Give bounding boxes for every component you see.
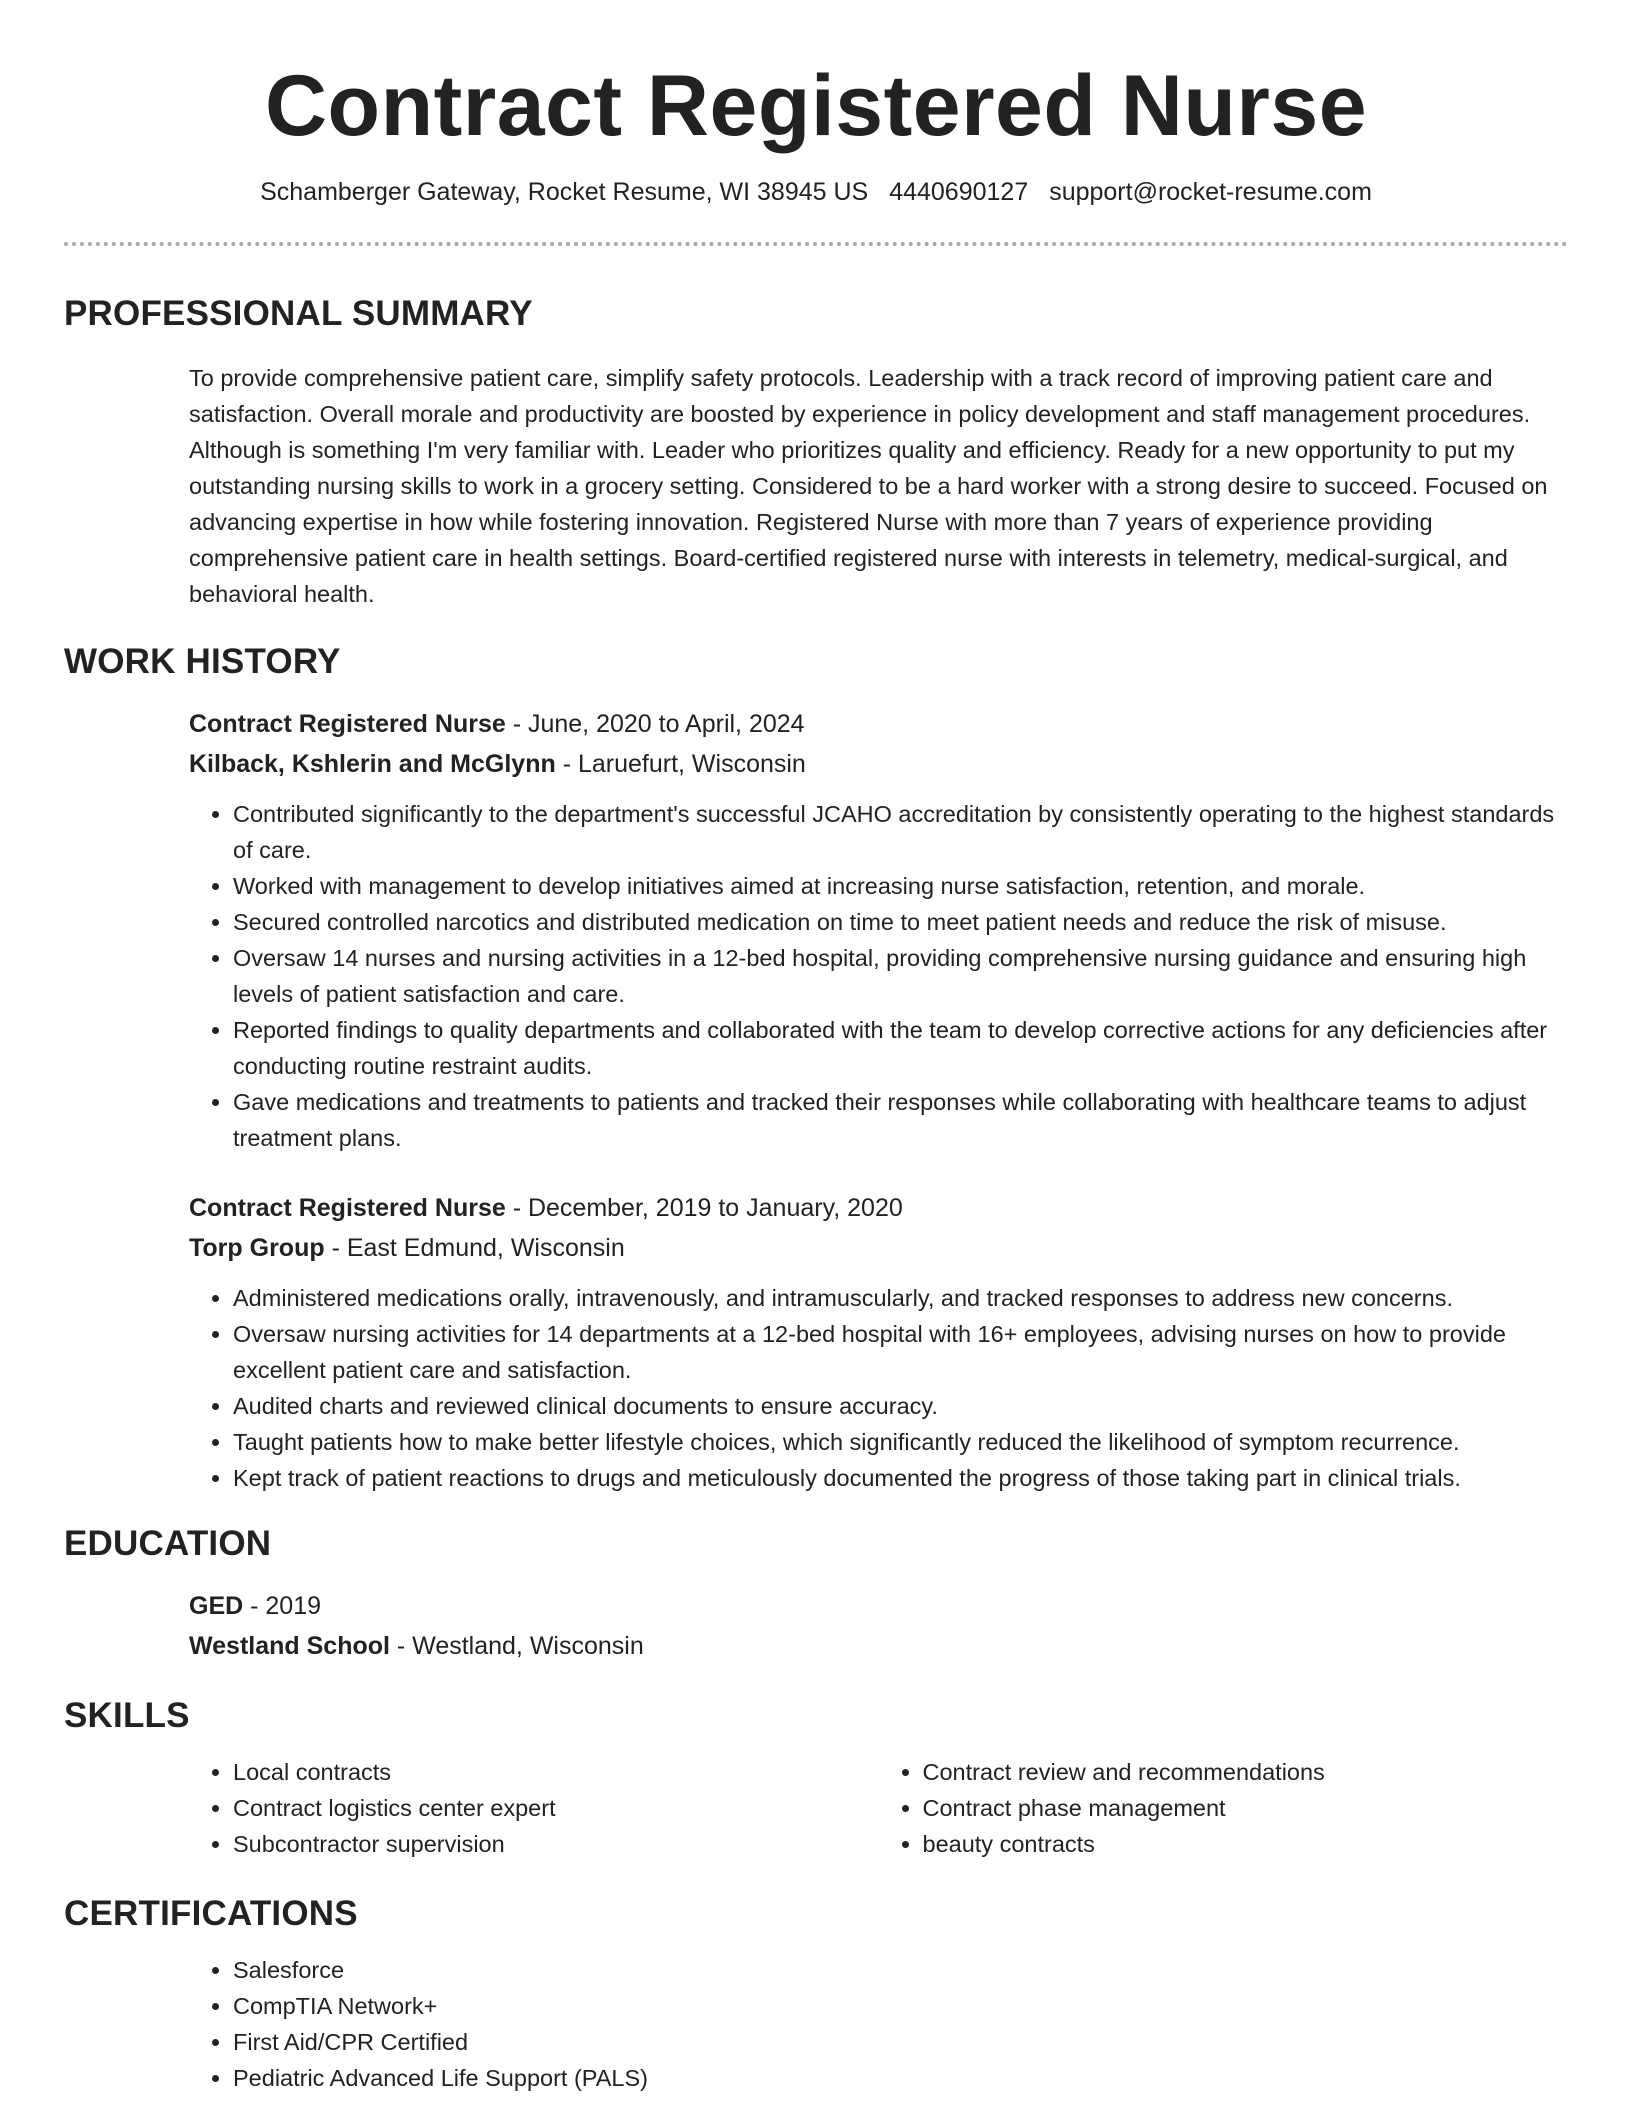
skills-heading: SKILLS xyxy=(64,1696,190,1735)
list-item: • Administered medications orally, intravenously, and intramuscularly, and tracked responses to address new concerns. xyxy=(233,1280,1568,1316)
job-location: - Laruefurt, Wisconsin xyxy=(555,750,806,778)
list-item: • Contract phase management xyxy=(923,1790,1569,1826)
certifications-list xyxy=(189,1952,1568,2096)
job-employer-line xyxy=(189,744,1568,784)
list-item: • Audited charts and reviewed clinical documents to ensure accuracy. xyxy=(233,1388,1568,1424)
list-item: • Contract logistics center expert xyxy=(233,1790,879,1826)
summary-text: To provide comprehensive patient care, simplify safety protocols. Leadership with a track record of improving patient care and satisfaction. Overall morale and productivity are boosted by experience in policy development and staff management procedures. Although is something I'm very familiar with. Leader who prioritizes quality and efficiency. Ready for a new opportunity to put my outstanding nursing skills to work in a grocery setting. Considered to be a hard worker with a strong desire to succeed. Focused on advancing expertise in how while fostering innovation. Registered Nurse with more than 7 years of experience providing comprehensive patient care in health settings. Board-certified registered nurse with interests in telemetry, medical-surgical, and behavioral health. xyxy=(189,365,1548,607)
job-role: Contract Registered Nurse xyxy=(189,710,506,738)
job-role: Contract Registered Nurse xyxy=(189,1194,506,1222)
list-item: • Reported findings to quality departments and collaborated with the team to develop corrective actions for any deficiencies after conducting routine restraint audits. xyxy=(233,1012,1568,1084)
job-employer: Torp Group xyxy=(189,1234,325,1262)
list-item: • Subcontractor supervision xyxy=(233,1826,879,1862)
list-item: • Pediatric Advanced Life Support (PALS) xyxy=(233,2060,1568,2096)
contact-phone: 4440690127 xyxy=(889,178,1029,206)
list-item: • Secured controlled narcotics and distributed medication on time to meet patient needs and reduce the risk of misuse. xyxy=(233,904,1568,940)
contact-email[interactable]: support@rocket-resume.com xyxy=(1049,178,1372,206)
education-year: - 2019 xyxy=(243,1592,322,1620)
list-item: • Worked with management to develop initiatives aimed at increasing nurse satisfaction, retention, and morale. xyxy=(233,868,1568,904)
list-item: • Contract review and recommendations xyxy=(923,1754,1569,1790)
job-bullets xyxy=(189,796,1568,1156)
job-title-line xyxy=(189,704,1568,744)
summary-heading: PROFESSIONAL SUMMARY xyxy=(64,294,533,333)
list-item: • Salesforce xyxy=(233,1952,1568,1988)
contact-line xyxy=(64,176,1568,208)
education-school-line xyxy=(189,1626,1568,1666)
list-item: • Oversaw nursing activities for 14 departments at a 12-bed hospital with 16+ employees, advising nurses on how to provide excellent patient care and satisfaction. xyxy=(233,1316,1568,1388)
list-item: • CompTIA Network+ xyxy=(233,1988,1568,2024)
education-entry xyxy=(189,1586,1568,1666)
list-item: • Oversaw 14 nurses and nursing activities in a 12-bed hospital, providing comprehensive nursing guidance and ensuring high levels of patient satisfaction and care. xyxy=(233,940,1568,1012)
certifications-heading: CERTIFICATIONS xyxy=(64,1894,358,1933)
job-entry xyxy=(189,704,1568,1156)
job-employer-line xyxy=(189,1228,1568,1268)
work-history-heading: WORK HISTORY xyxy=(64,642,341,681)
list-item: • First Aid/CPR Certified xyxy=(233,2024,1568,2060)
education-degree-line xyxy=(189,1586,1568,1626)
education-school: Westland School xyxy=(189,1632,390,1660)
job-title-line xyxy=(189,1188,1568,1228)
list-item: • Contributed significantly to the department's successful JCAHO accreditation by consistently operating to the highest standards of care. xyxy=(233,796,1568,868)
list-item: • beauty contracts xyxy=(923,1826,1569,1862)
skills-grid xyxy=(189,1754,1568,1862)
list-item: • Gave medications and treatments to patients and tracked their responses while collaborating with healthcare teams to adjust treatment plans. xyxy=(233,1084,1568,1156)
candidate-name: Contract Registered Nurse xyxy=(264,58,1368,154)
list-item: • Kept track of patient reactions to drugs and meticulously documented the progress of those taking part in clinical trials. xyxy=(233,1460,1568,1496)
contact-address: Schamberger Gateway, Rocket Resume, WI 38945 US xyxy=(260,178,869,206)
list-item: • Local contracts xyxy=(233,1754,879,1790)
certifications-list-wrap xyxy=(189,1952,1568,2096)
job-dates: - December, 2019 to January, 2020 xyxy=(505,1194,903,1222)
header-divider xyxy=(64,242,1568,246)
resume-page xyxy=(64,0,1568,2096)
education-location: - Westland, Wisconsin xyxy=(389,1632,644,1660)
education-degree: GED xyxy=(189,1592,244,1620)
skills-column-right xyxy=(879,1754,1569,1862)
job-entry xyxy=(189,1188,1568,1496)
job-bullets xyxy=(189,1280,1568,1496)
skills-column-left xyxy=(189,1754,879,1862)
education-heading: EDUCATION xyxy=(64,1524,272,1563)
job-location: - East Edmund, Wisconsin xyxy=(324,1234,625,1262)
job-dates: - June, 2020 to April, 2024 xyxy=(505,710,805,738)
list-item: • Taught patients how to make better lifestyle choices, which significantly reduced the likelihood of symptom recurrence. xyxy=(233,1424,1568,1460)
job-employer: Kilback, Kshlerin and McGlynn xyxy=(189,750,556,778)
